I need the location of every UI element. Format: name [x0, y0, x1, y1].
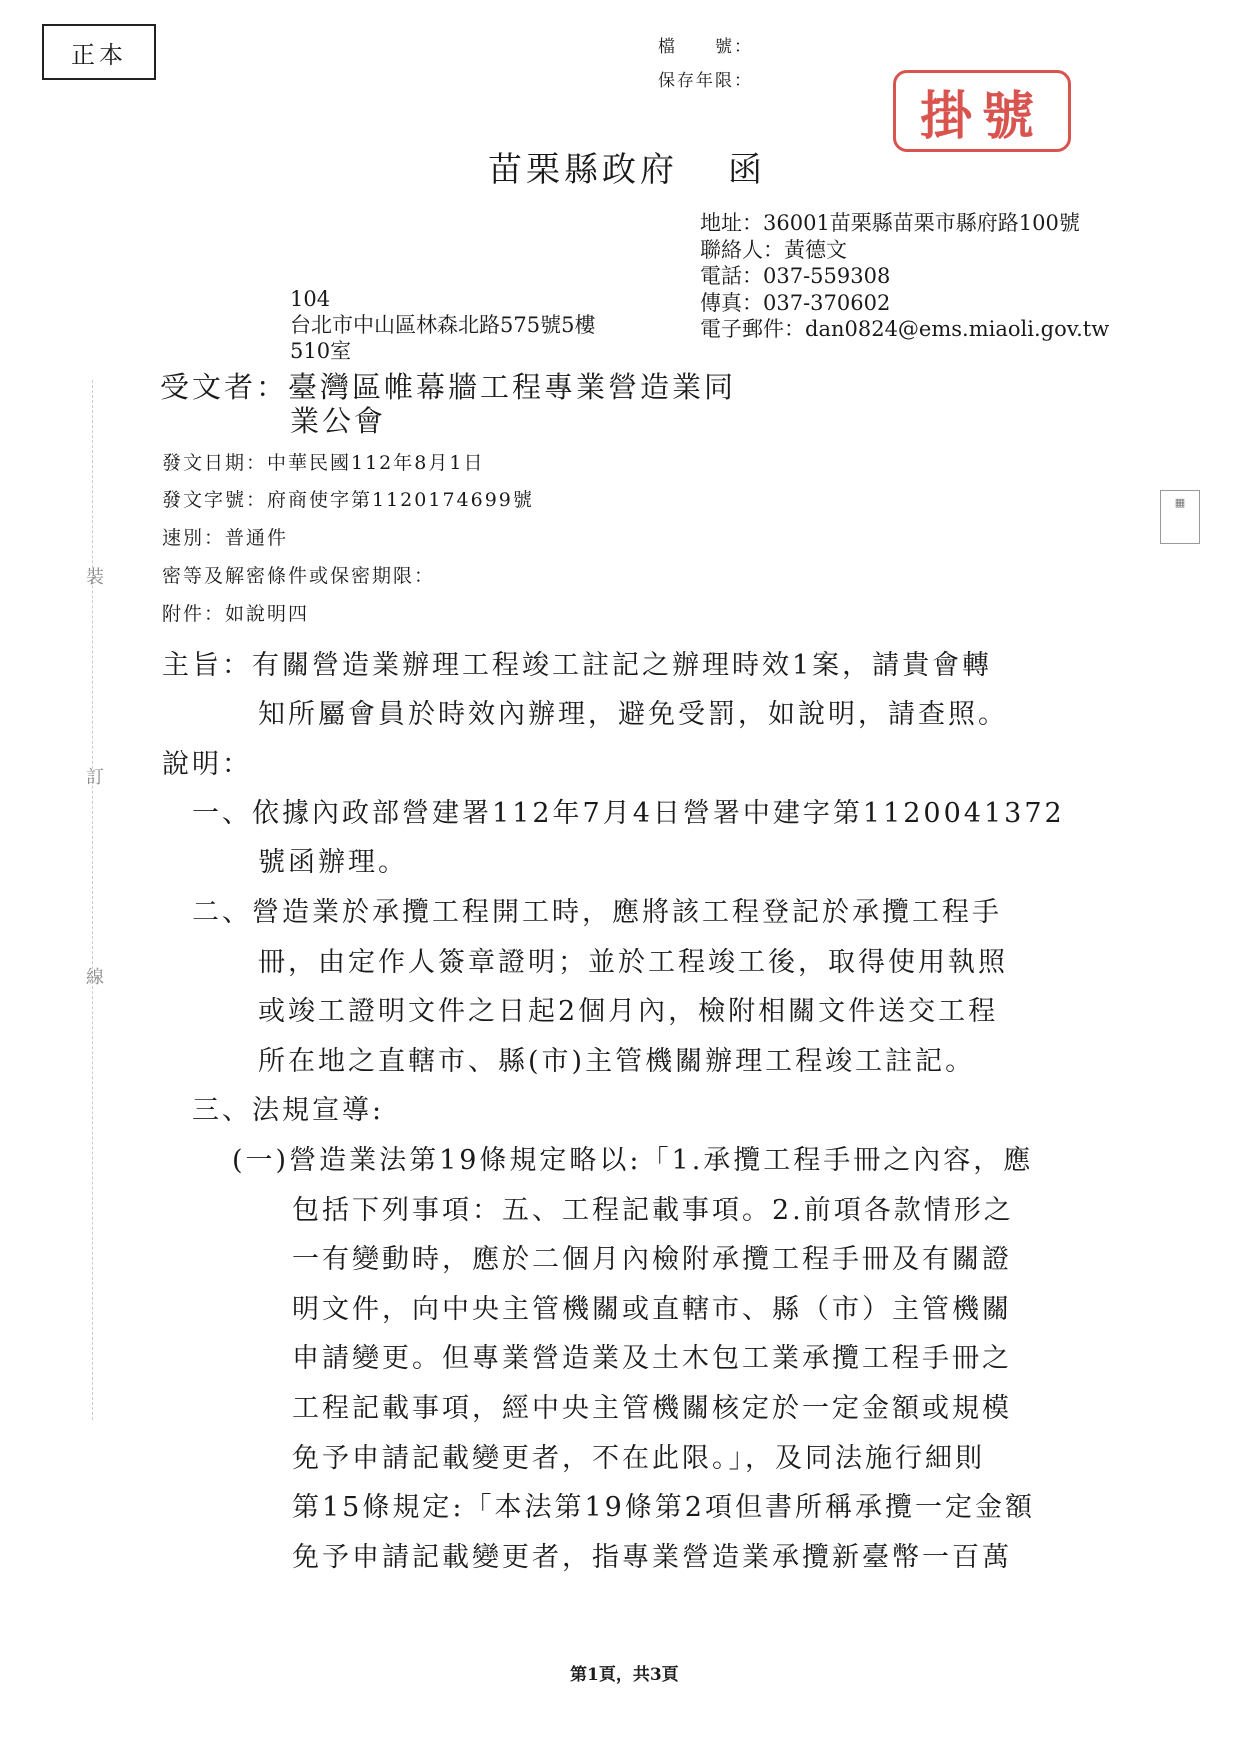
sub-item-1-line8: 第15條規定:「本法第19條第2項但書所稱承攬一定金額	[292, 1492, 1035, 1523]
registered-mail-stamp: 掛號	[893, 70, 1071, 152]
attachment: 附件：如說明四	[162, 603, 310, 625]
contact-email: 電子郵件：dan0824@ems.miaoli.gov.tw	[700, 317, 1110, 341]
contact-phone: 電話：037-559308	[700, 264, 891, 288]
sub-item-1-line9: 免予申請記載變更者，指專業營造業承攬新臺幣一百萬	[292, 1542, 1012, 1573]
retention-label: 保存年限：	[658, 71, 753, 91]
recipient-line1: 受文者：臺灣區帷幕牆工程專業營造業同	[160, 370, 737, 404]
sub-item-1-line7: 免予申請記載變更者，不在此限。」，及同法施行細則	[292, 1443, 985, 1474]
issue-date: 發文日期：中華民國112年8月1日	[162, 452, 485, 474]
item-three-line1: 三、法規宣導:	[192, 1095, 385, 1126]
recipient-line2: 業公會	[290, 404, 387, 438]
sub-item-1-line4: 明文件，向中央主管機關或直轄市、縣（市）主管機關	[292, 1294, 1012, 1325]
item-two-line1: 二、營造業於承攬工程開工時，應將該工程登記於承攬工程手	[192, 897, 1002, 928]
sub-item-1-line6: 工程記載事項，經中央主管機關核定於一定金額或規模	[292, 1393, 1012, 1424]
binding-line	[92, 380, 93, 1420]
sub-item-1-line2: 包括下列事項：五、工程記載事項。2.前項各款情形之	[292, 1195, 1014, 1226]
page-footer: 第1頁，共3頁	[570, 1665, 679, 1685]
binding-mark-2: 訂	[86, 767, 104, 788]
item-two-line2: 冊，由定作人簽章證明；並於工程竣工後，取得使用執照	[258, 947, 1008, 978]
delivery-speed: 速別：普通件	[162, 527, 289, 549]
mail-zip: 104	[290, 287, 331, 311]
item-one-line2: 號函辦理。	[258, 847, 408, 878]
binding-mark-1: 裝	[86, 567, 104, 588]
file-number-label: 檔 號：	[658, 37, 753, 57]
item-two-line4: 所在地之直轄市、縣(市)主管機關辦理工程竣工註記。	[258, 1046, 976, 1077]
explanation-label: 說明：	[162, 749, 252, 780]
binding-mark-3: 線	[86, 967, 104, 988]
agency-name: 苗栗縣政府	[488, 150, 678, 190]
document-type: 函	[728, 150, 766, 190]
subject-line2: 知所屬會員於時效內辦理，避免受罰，如說明，請查照。	[258, 699, 1008, 730]
contact-address: 地址：36001苗栗縣苗栗市縣府路100號	[700, 211, 1080, 235]
subject-line1: 主旨：有關營造業辦理工程竣工註記之辦理時效1案，請貴會轉	[162, 650, 993, 681]
secrecy-level: 密等及解密條件或保密期限：	[162, 565, 436, 587]
sub-item-1-line5: 申請變更。但專業營造業及土木包工業承攬工程手冊之	[292, 1343, 1012, 1374]
contact-fax: 傳真：037-370602	[700, 291, 891, 315]
document-number: 發文字號：府商使字第1120174699號	[162, 489, 534, 511]
mail-address-line1: 台北市中山區林森北路575號5樓	[290, 313, 596, 337]
official-seal: ▦	[1160, 490, 1200, 544]
contact-person: 聯絡人：黃德文	[700, 238, 847, 262]
copy-label: 正本	[42, 24, 156, 80]
item-two-line3: 或竣工證明文件之日起2個月內，檢附相關文件送交工程	[258, 996, 999, 1027]
sub-item-1-line3: 一有變動時，應於二個月內檢附承攬工程手冊及有關證	[292, 1244, 1012, 1275]
sub-item-1-line1: (一)營造業法第19條規定略以:「1.承攬工程手冊之內容，應	[232, 1145, 1034, 1176]
mail-address-line2: 510室	[290, 339, 352, 363]
item-one-line1: 一、依據內政部營建署112年7月4日營署中建字第1120041372	[192, 798, 1065, 829]
